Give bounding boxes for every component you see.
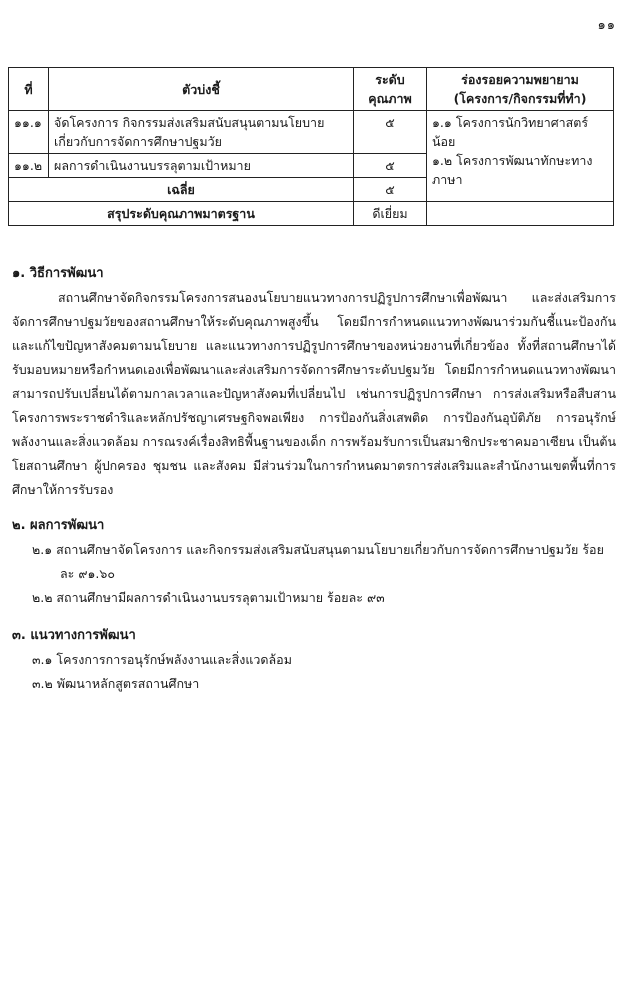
section-title: ๒. ผลการพัฒนา	[12, 518, 105, 533]
row-no: ๑๑.๑	[9, 111, 49, 154]
section-body: สถานศึกษาจัดกิจกรรมโครงการสนองนโยบายแนวทางการปฏิรูปการศึกษาเพื่อพัฒนา และส่งเสริมการจัดการศึกษาปฐมวัยของสถานศึกษาให้ระดับคุณภาพสูงขึ้น โดยมีการกำหนดแนวทางพัฒนาร่วมกันชี้แนะป้องกันและแก้ไขปัญหาสังคมตามนโยบาย และแนวทางการปฏิรูปการศึกษาของหน่วยงานที่เกี่ยวข้อง ทั้งที่สถานศึกษาได้รับมอบหมายหรือกำหนดเองเพื่อพัฒนาและส่งเสริมการจัดการศึกษาระดับปฐมวัย โดยมีการกำหนดแนวทางพัฒนาสามารถปรับเปลี่ยนได้ตามกาลเวลาและปัญหาสังคมที่เปลี่ยนไป เช่นการปฏิรูปการศึกษา การส่งเสริมหรือสืบสานโครงการพระราชดำริและหลักปรัชญาเศรษฐกิจพอเพียง การป้องกันสิ่งเสพติด การป้องกันอุบัติภัย การอนุรักษ์พลังงานและสิ่งแวดล้อม การณรงค์เรื่องสิทธิพื้นฐานของเด็ก การพร้อมรับการเป็นสมาชิกประชาคมอาเซียน เป็นต้น โยสถานศึกษา ผู้ปกครอง ชุมชน และสังคม มีส่วนร่วมในการกำหนดมาตรการส่งเสริมและสำนักงานเขตพื้นที่การศึกษาให้การรับรอง	[12, 290, 616, 497]
row-indicator: จัดโครงการ กิจกรรมส่งเสริมสนับสนุนตามนโยบายเกี่ยวกับการจัดการศึกษาปฐมวัย	[49, 111, 354, 154]
table-header-row	[9, 68, 614, 111]
summary-label: สรุประดับคุณภาพมาตรฐาน	[9, 202, 354, 226]
section-development-guidelines	[12, 624, 616, 696]
average-label: เฉลี่ย	[9, 178, 354, 202]
table-row	[9, 111, 614, 154]
average-value: ๕	[354, 178, 427, 202]
evidence-item: ๑.๒ โครงการพัฒนาทักษะทางภาษา	[432, 153, 593, 187]
section-development-method	[12, 262, 616, 502]
list-item: ๓.๒ พัฒนาหลักสูตรสถานศึกษา	[32, 676, 200, 691]
header-no: ที่	[9, 68, 49, 111]
evidence-cell	[427, 111, 614, 202]
list-item: ๒.๑ สถานศึกษาจัดโครงการ และกิจกรรมส่งเสริมสนับสนุนตามนโยบายเกี่ยวกับการจัดการศึกษาปฐมวัย ร้อยละ ๙๑.๖๐	[32, 542, 604, 581]
header-level: ระดับคุณภาพ	[354, 68, 427, 111]
header-evidence: ร่องรอยความพยายาม (โครงการ/กิจกรรมที่ทำ)	[427, 68, 614, 111]
summary-row	[9, 202, 614, 226]
list-item: ๓.๑ โครงการการอนุรักษ์พลังงานและสิ่งแวดล้อม	[32, 652, 292, 667]
section-title: ๑. วิธีการพัฒนา	[12, 266, 104, 281]
list-item: ๒.๒ สถานศึกษามีผลการดำเนินงานบรรลุตามเป้าหมาย ร้อยละ ๙๓	[32, 590, 385, 605]
row-no: ๑๑.๒	[9, 154, 49, 178]
row-level: ๕	[354, 154, 427, 178]
summary-empty-cell	[427, 202, 614, 226]
indicator-table	[8, 67, 614, 226]
row-indicator: ผลการดำเนินงานบรรลุตามเป้าหมาย	[49, 154, 354, 178]
page-number: ๑๑	[597, 18, 616, 33]
header-indicator: ตัวบ่งชี้	[49, 68, 354, 111]
section-development-results	[12, 514, 616, 610]
row-level: ๕	[354, 111, 427, 154]
section-title: ๓. แนวทางการพัฒนา	[12, 628, 136, 643]
summary-value: ดีเยี่ยม	[354, 202, 427, 226]
evidence-item: ๑.๑ โครงการนักวิทยาศาสตร์น้อย	[432, 115, 589, 149]
